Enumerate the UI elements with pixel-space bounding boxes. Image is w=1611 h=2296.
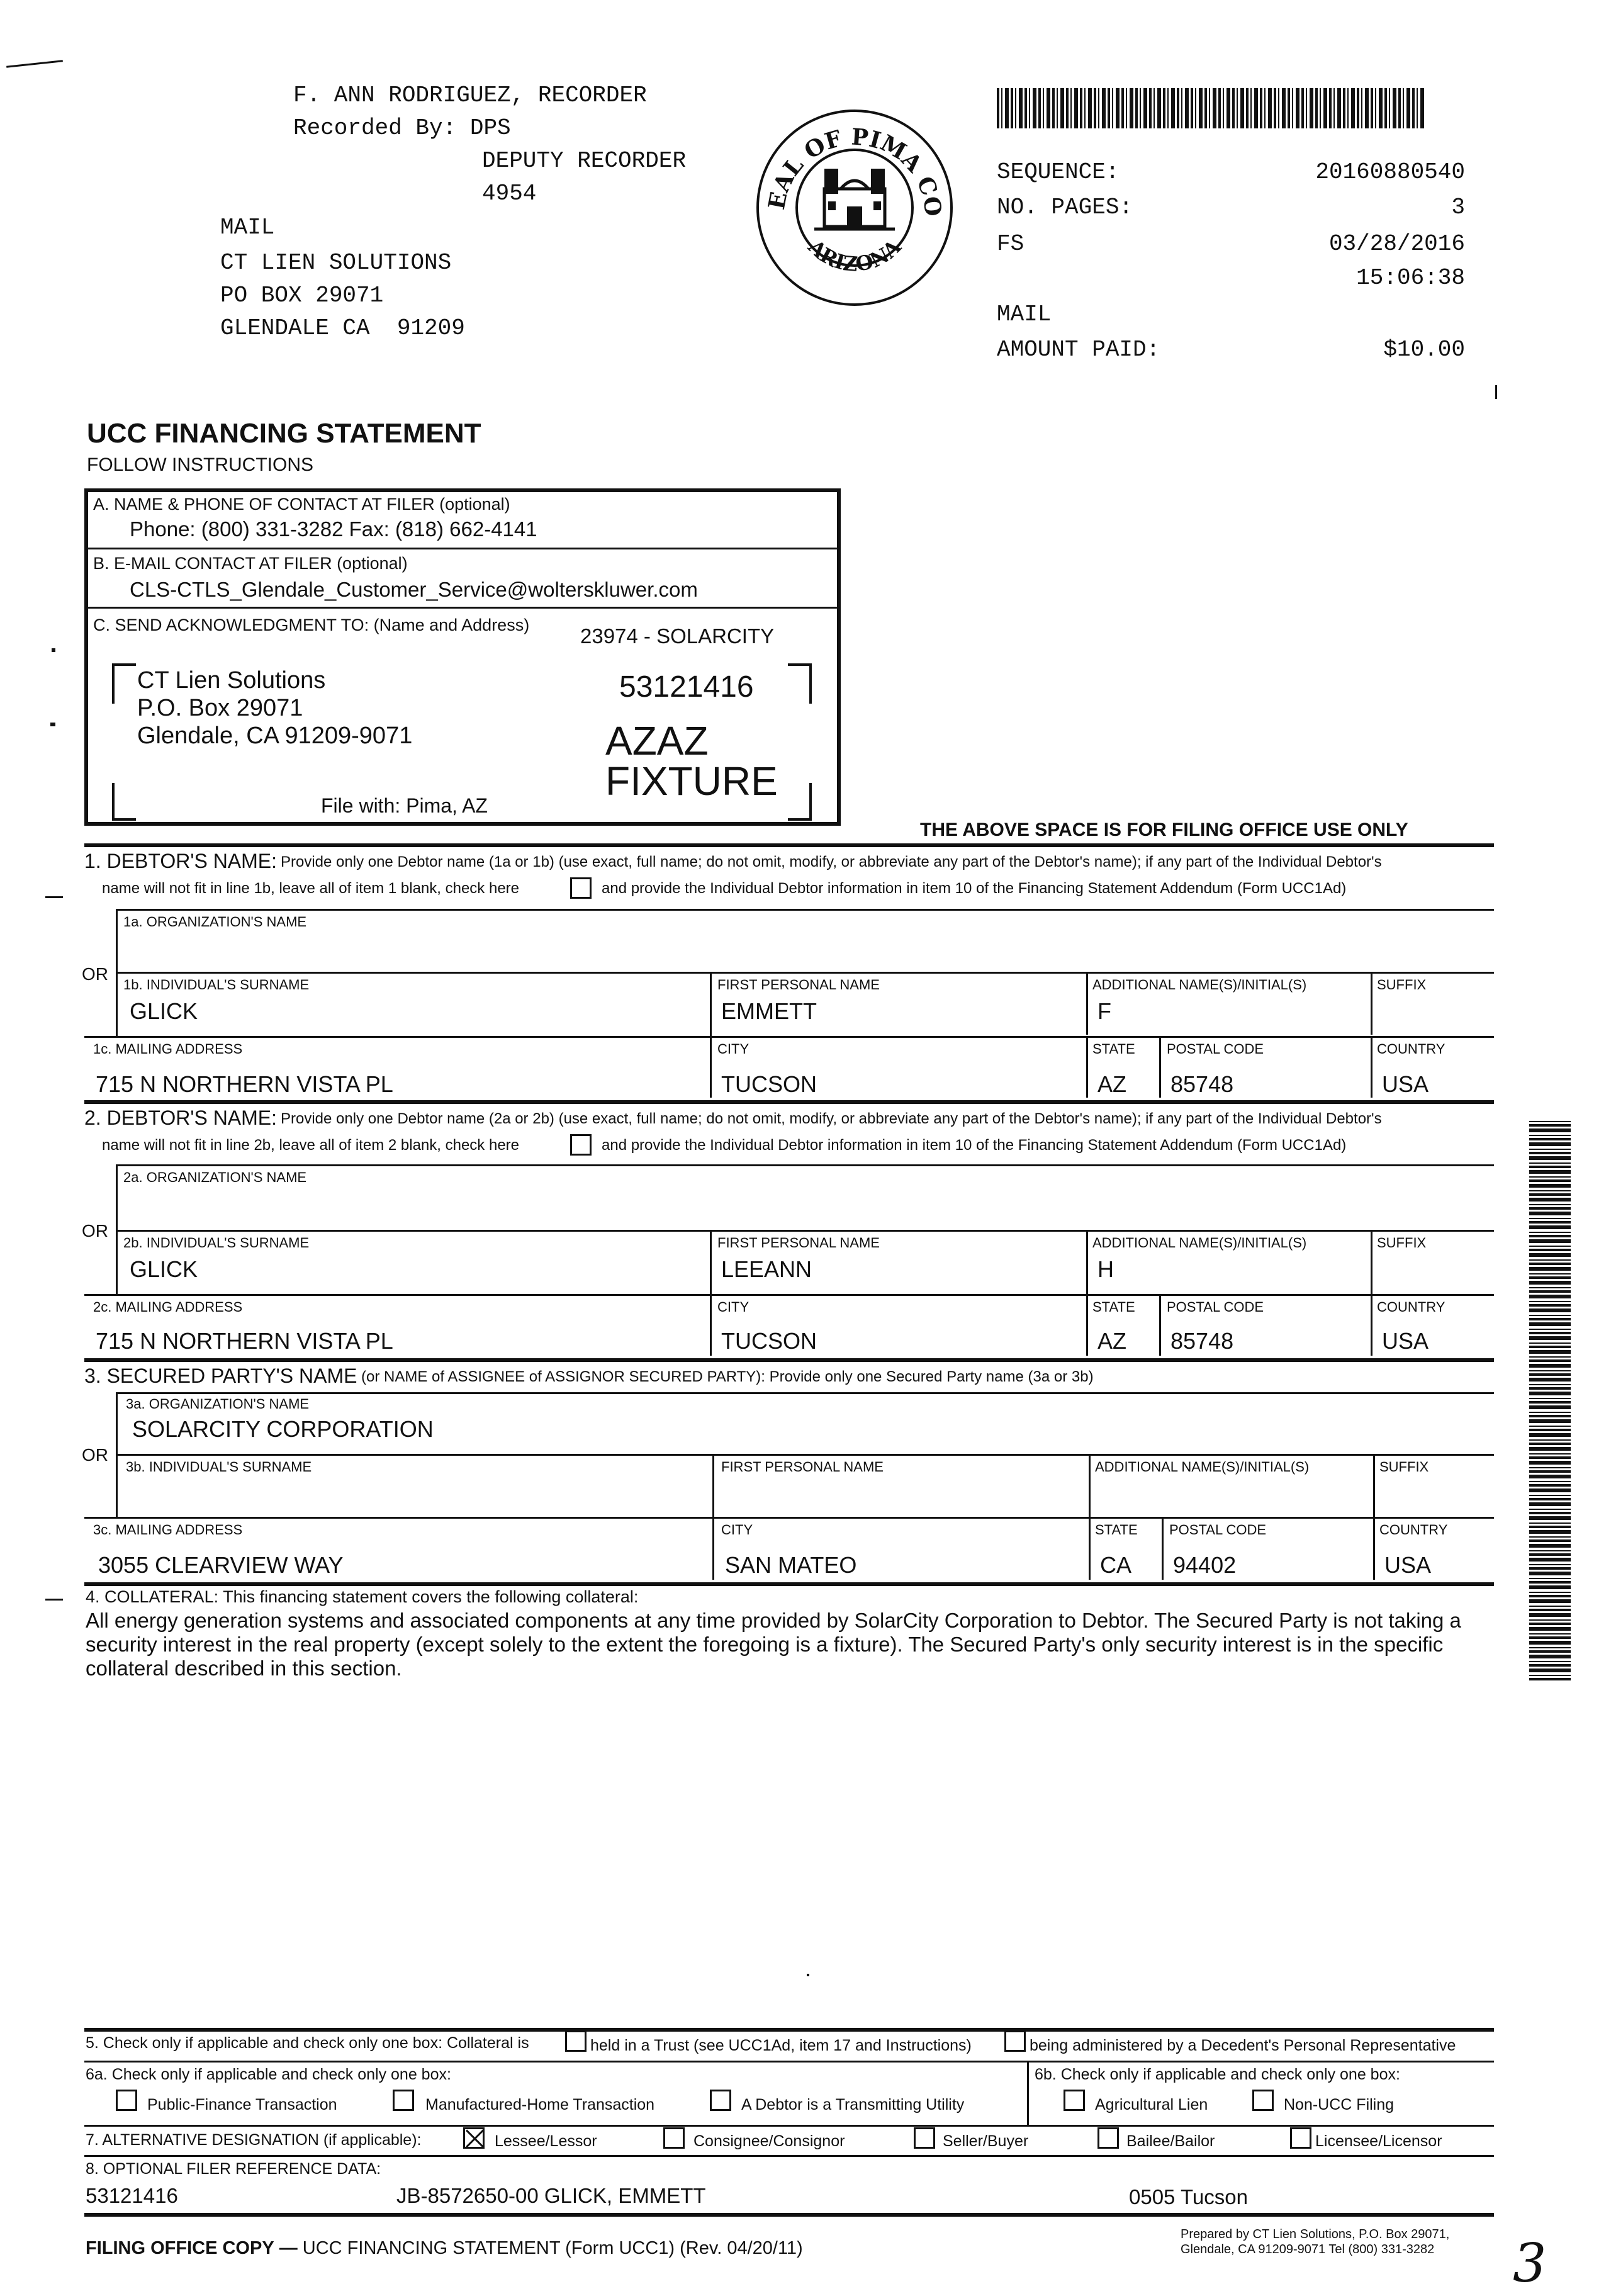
divider bbox=[710, 1230, 712, 1356]
org-name-label: ORGANIZATION'S NAME bbox=[146, 1169, 307, 1185]
amount-label: AMOUNT PAID: bbox=[997, 337, 1160, 363]
divider bbox=[1371, 1230, 1372, 1294]
ack-azaz: AZAZ bbox=[605, 718, 709, 763]
filing-office-space: THE ABOVE SPACE IS FOR FILING OFFICE USE ONLY bbox=[920, 819, 1408, 840]
bracket bbox=[112, 783, 136, 821]
divider bbox=[1086, 1036, 1088, 1098]
first-name-label: FIRST PERSONAL NAME bbox=[721, 1459, 884, 1475]
bailee-label: Bailee/Bailor bbox=[1126, 2132, 1215, 2150]
trust-checkbox[interactable] bbox=[565, 2030, 587, 2052]
secured-org-name: SOLARCITY CORPORATION bbox=[132, 1416, 434, 1442]
debtor1-first-name: EMMETT bbox=[721, 998, 817, 1024]
handwritten-page-number: 3 bbox=[1513, 2232, 1547, 2294]
debtor1-instructions: Provide only one Debtor name (1a or 1b) (use exact, full name; do not omit, modify, or abbreviate any part of the Debtor's name); if any part of the Individual Debtor's bbox=[281, 853, 1382, 870]
item8-text: 8. OPTIONAL FILER REFERENCE DATA: bbox=[86, 2160, 381, 2178]
divider bbox=[84, 2155, 1494, 2157]
or-label: OR bbox=[82, 964, 108, 984]
mailing-label: MAILING ADDRESS bbox=[115, 1299, 243, 1315]
ack-city: Glendale, CA 91209-9071 bbox=[137, 723, 413, 749]
fs-label: FS bbox=[997, 231, 1024, 257]
org-name-label: ORGANIZATION'S NAME bbox=[149, 1396, 310, 1412]
mailing-label: MAILING ADDRESS bbox=[115, 1522, 243, 1538]
item6b-text: 6b. Check only if applicable and check only one box: bbox=[1035, 2066, 1400, 2083]
filer-phone: Phone: (800) 331-3282 Fax: (818) 662-4141 bbox=[130, 517, 537, 541]
or-label: OR bbox=[82, 1445, 108, 1465]
divider bbox=[1371, 1294, 1372, 1356]
debtor1-mailing-label bbox=[93, 1041, 242, 1057]
divider bbox=[1373, 1517, 1375, 1580]
transmitting-utility-checkbox[interactable] bbox=[710, 2090, 731, 2111]
divider bbox=[1373, 1454, 1375, 1517]
collateral-line-3: collateral described in this section. bbox=[86, 1657, 402, 1680]
debtor1-initial: F bbox=[1097, 998, 1111, 1024]
divider bbox=[87, 548, 838, 549]
debtor1-surname-label bbox=[123, 977, 309, 993]
secured-mailing-label bbox=[93, 1522, 242, 1538]
section-rule bbox=[84, 843, 1494, 847]
scan-mark bbox=[50, 723, 55, 726]
decedent-label: being administered by a Decedent's Personal Representative bbox=[1030, 2037, 1456, 2054]
section-rule bbox=[84, 2028, 1494, 2032]
divider bbox=[1027, 2061, 1029, 2125]
divider bbox=[116, 909, 1494, 911]
licensee-label: Licensee/Licensor bbox=[1315, 2132, 1442, 2150]
prepared-by-line-1: Prepared by CT Lien Solutions, P.O. Box 29071, bbox=[1181, 2227, 1450, 2241]
mail-name: CT LIEN SOLUTIONS bbox=[220, 250, 452, 276]
mail-city: GLENDALE CA 91209 bbox=[220, 315, 465, 341]
filer-email: CLS-CTLS_Glendale_Customer_Service@wolterskluwer.com bbox=[130, 578, 698, 601]
filer-reference-2: JB-8572650-00 GLICK, EMMETT bbox=[396, 2184, 706, 2207]
suffix-label: SUFFIX bbox=[1377, 1235, 1427, 1251]
ack-box: P.O. Box 29071 bbox=[137, 695, 303, 721]
recording-time: 15:06:38 bbox=[1356, 265, 1465, 291]
filer-reference-1: 53121416 bbox=[86, 2184, 178, 2207]
debtor1-surname: GLICK bbox=[130, 998, 198, 1024]
lessee-lessor-checkbox[interactable] bbox=[463, 2127, 485, 2149]
filer-contact-label: A. NAME & PHONE OF CONTACT AT FILER (optional) bbox=[93, 495, 510, 514]
recorded-by: Recorded By: DPS bbox=[293, 115, 511, 141]
seller-buyer-checkbox[interactable] bbox=[914, 2127, 935, 2149]
manufactured-home-checkbox[interactable] bbox=[393, 2090, 414, 2111]
country-label: COUNTRY bbox=[1377, 1299, 1445, 1315]
additional-name-label: ADDITIONAL NAME(S)/INITIAL(S) bbox=[1095, 1459, 1310, 1475]
scan-mark bbox=[45, 1599, 63, 1601]
divider bbox=[1086, 1230, 1088, 1294]
postal-label: POSTAL CODE bbox=[1167, 1041, 1264, 1057]
consignee-label: Consignee/Consignor bbox=[693, 2132, 845, 2150]
state-label: STATE bbox=[1092, 1299, 1135, 1315]
divider bbox=[87, 607, 838, 609]
state-label: STATE bbox=[1095, 1522, 1138, 1538]
divider bbox=[1371, 972, 1372, 1035]
debtor2-instructions-2a: name will not fit in line 2b, leave all of item 2 blank, check here bbox=[102, 1137, 520, 1154]
recording-date: 03/28/2016 bbox=[1328, 231, 1465, 257]
collateral-heading: 4. COLLATERAL: This financing statement covers the following collateral: bbox=[86, 1587, 639, 1606]
divider bbox=[116, 972, 1494, 974]
debtor2-address: 715 N NORTHERN VISTA PL bbox=[96, 1328, 393, 1354]
secured-org-label bbox=[126, 1396, 309, 1412]
footer-line bbox=[86, 2238, 803, 2259]
divider bbox=[116, 1164, 118, 1294]
mail-box: PO BOX 29071 bbox=[220, 283, 384, 308]
additional-name-label: ADDITIONAL NAME(S)/INITIAL(S) bbox=[1092, 977, 1307, 993]
surname-label: INDIVIDUAL'S SURNAME bbox=[146, 977, 310, 993]
section-rule bbox=[84, 2213, 1494, 2217]
divider bbox=[710, 972, 712, 1098]
debtor1-heading: 1. DEBTOR'S NAME: bbox=[84, 850, 278, 872]
section-rule bbox=[84, 1582, 1494, 1586]
debtor1-ind-prefix: 1b. bbox=[123, 977, 143, 993]
suffix-label: SUFFIX bbox=[1379, 1459, 1429, 1475]
divider bbox=[84, 2125, 1494, 2127]
divider bbox=[1159, 1036, 1161, 1098]
debtor1-mail-prefix: 1c. bbox=[93, 1041, 112, 1057]
divider bbox=[116, 1230, 1494, 1232]
footer-form-name: UCC FINANCING STATEMENT (Form UCC1) (Rev. 04/20/11) bbox=[302, 2238, 803, 2258]
first-name-label: FIRST PERSONAL NAME bbox=[717, 977, 880, 993]
state-label: STATE bbox=[1092, 1041, 1135, 1057]
filing-office-copy: FILING OFFICE COPY bbox=[86, 2238, 274, 2258]
secured-postal: 94402 bbox=[1173, 1552, 1237, 1578]
secured-state: CA bbox=[1100, 1552, 1132, 1578]
debtor2-first-name: LEEANN bbox=[721, 1256, 812, 1282]
debtor1-city: TUCSON bbox=[721, 1071, 817, 1097]
lessee-lessor-label: Lessee/Lessor bbox=[495, 2132, 597, 2150]
public-finance-checkbox[interactable] bbox=[116, 2090, 137, 2111]
secured-ind-prefix: 3b. bbox=[126, 1459, 145, 1475]
trust-label: held in a Trust (see UCC1Ad, item 17 and Instructions) bbox=[590, 2037, 972, 2054]
section-rule bbox=[84, 1358, 1494, 1362]
seal-graphic bbox=[754, 107, 955, 308]
surname-label: INDIVIDUAL'S SURNAME bbox=[149, 1459, 312, 1475]
first-name-label: FIRST PERSONAL NAME bbox=[717, 1235, 880, 1251]
divider bbox=[84, 1036, 1494, 1038]
divider bbox=[1086, 972, 1088, 1035]
secured-instructions: (or NAME of ASSIGNEE of ASSIGNOR SECURED PARTY): Provide only one Secured Party name (3a or 3b) bbox=[361, 1368, 1094, 1385]
item5-text: 5. Check only if applicable and check only one box: Collateral is bbox=[86, 2034, 529, 2052]
bailee-checkbox[interactable] bbox=[1097, 2127, 1119, 2149]
vertical-barcode bbox=[1529, 1120, 1571, 1680]
ack-fixture: FIXTURE bbox=[605, 758, 778, 804]
follow-instructions: FOLLOW INSTRUCTIONS bbox=[87, 454, 314, 475]
country-label: COUNTRY bbox=[1379, 1522, 1448, 1538]
divider bbox=[84, 1294, 1494, 1296]
secured-heading: 3. SECURED PARTY'S NAME bbox=[84, 1365, 357, 1387]
debtor1-address: 715 N NORTHERN VISTA PL bbox=[96, 1071, 393, 1097]
secured-surname-label bbox=[126, 1459, 312, 1475]
svg-text:THE SEAL OF PIMA COUNTY bbox=[754, 107, 946, 218]
pages-count: 3 bbox=[1451, 194, 1465, 220]
debtor2-instructions-2b: and provide the Individual Debtor information in item 10 of the Financing Statement Addendum (Form UCC1Ad) bbox=[602, 1137, 1347, 1154]
divider bbox=[1162, 1517, 1164, 1580]
secured-org-prefix: 3a. bbox=[126, 1396, 145, 1412]
debtor2-instructions: Provide only one Debtor name (2a or 2b) (use exact, full name; do not omit, modify, or abbreviate any part of the Debtor's name); if any part of the Individual Debtor's bbox=[281, 1110, 1382, 1127]
city-label: CITY bbox=[721, 1522, 753, 1538]
seller-buyer-label: Seller/Buyer bbox=[943, 2132, 1029, 2150]
scan-mark bbox=[807, 1974, 809, 1976]
seal-bottom-text: ARIZONA bbox=[803, 235, 906, 277]
org-name-label: ORGANIZATION'S NAME bbox=[146, 914, 307, 930]
debtor2-org-prefix: 2a. bbox=[123, 1169, 143, 1185]
secured-mail-prefix: 3c. bbox=[93, 1522, 112, 1538]
divider bbox=[1086, 1294, 1088, 1356]
prepared-by bbox=[1181, 2227, 1449, 2257]
debtor2-heading: 2. DEBTOR'S NAME: bbox=[84, 1106, 278, 1129]
public-finance-label: Public-Finance Transaction bbox=[147, 2096, 337, 2113]
debtor1-instructions-2b: and provide the Individual Debtor information in item 10 of the Financing Statement Addendum (Form UCC1Ad) bbox=[602, 880, 1347, 897]
non-ucc-label: Non-UCC Filing bbox=[1284, 2096, 1395, 2113]
city-label: CITY bbox=[717, 1299, 749, 1315]
debtor1-org-label bbox=[123, 914, 306, 930]
scan-mark bbox=[45, 896, 63, 898]
file-with: File with: Pima, AZ bbox=[321, 794, 488, 817]
non-ucc-checkbox[interactable] bbox=[1252, 2090, 1274, 2111]
divider bbox=[1089, 1517, 1091, 1580]
transmitting-utility-label: A Debtor is a Transmitting Utility bbox=[741, 2096, 965, 2113]
divider bbox=[84, 2061, 1494, 2062]
debtor2-city: TUCSON bbox=[721, 1328, 817, 1354]
item7-text: 7. ALTERNATIVE DESIGNATION (if applicable): bbox=[86, 2131, 422, 2149]
ack-name: CT Lien Solutions bbox=[137, 667, 326, 694]
county-seal bbox=[754, 107, 955, 308]
agricultural-lien-label: Agricultural Lien bbox=[1095, 2096, 1208, 2113]
debtor1-addendum-checkbox[interactable] bbox=[570, 877, 592, 899]
svg-text:ARIZONA bbox=[803, 234, 906, 276]
seal-top-text: EAL OF PIMA CO bbox=[763, 123, 946, 218]
country-label: COUNTRY bbox=[1377, 1041, 1445, 1057]
secured-country: USA bbox=[1384, 1552, 1432, 1578]
filer-reference-3: 0505 Tucson bbox=[1129, 2185, 1248, 2209]
additional-name-label: ADDITIONAL NAME(S)/INITIAL(S) bbox=[1092, 1235, 1307, 1251]
section-rule bbox=[84, 1100, 1494, 1104]
divider bbox=[116, 1392, 1494, 1394]
scan-mark bbox=[6, 60, 63, 67]
prepared-by-line-2: Glendale, CA 91209-9071 Tel (800) 331-3282 bbox=[1181, 2243, 1435, 2256]
debtor2-initial: H bbox=[1097, 1256, 1114, 1282]
debtor2-surname-label bbox=[123, 1235, 309, 1251]
collateral-line-2: security interest in the real property (except solely to the extent the foregoing is a fixture). The Secured Party's only security interest is in the specific bbox=[86, 1633, 1444, 1656]
debtor2-mail-prefix: 2c. bbox=[93, 1299, 112, 1315]
postal-label: POSTAL CODE bbox=[1167, 1299, 1264, 1315]
debtor1-country: USA bbox=[1382, 1071, 1429, 1097]
acknowledgment-label: C. SEND ACKNOWLEDGMENT TO: (Name and Address) bbox=[93, 616, 530, 634]
bracket bbox=[788, 783, 812, 821]
divider bbox=[116, 1454, 1494, 1456]
or-label: OR bbox=[82, 1221, 108, 1241]
pages-label: NO. PAGES: bbox=[997, 194, 1133, 220]
debtor1-postal: 85748 bbox=[1170, 1071, 1234, 1097]
form-title: UCC FINANCING STATEMENT bbox=[87, 418, 481, 449]
amount-paid: $10.00 bbox=[1383, 337, 1465, 363]
acknowledgment-code: 23974 - SOLARCITY bbox=[580, 624, 775, 648]
debtor2-state: AZ bbox=[1097, 1328, 1127, 1354]
footer-dash: — bbox=[279, 2238, 298, 2258]
secured-address: 3055 CLEARVIEW WAY bbox=[98, 1552, 344, 1578]
agricultural-lien-checkbox[interactable] bbox=[1064, 2090, 1085, 2111]
deputy-recorder: DEPUTY RECORDER bbox=[482, 148, 687, 174]
divider bbox=[1089, 1454, 1091, 1517]
mail-label: MAIL bbox=[220, 215, 275, 240]
collateral-line-1: All energy generation systems and associated components at any time provided by SolarCity Corporation to Debtor. The Secured Party is not taking a bbox=[86, 1609, 1461, 1632]
divider bbox=[1371, 1036, 1372, 1098]
scan-mark bbox=[1495, 385, 1497, 399]
city-label: CITY bbox=[717, 1041, 749, 1057]
secured-city: SAN MATEO bbox=[725, 1552, 857, 1578]
debtor2-ind-prefix: 2b. bbox=[123, 1235, 143, 1251]
bracket bbox=[788, 663, 812, 704]
debtor2-org-label bbox=[123, 1169, 306, 1186]
mailing-label: MAILING ADDRESS bbox=[115, 1041, 243, 1057]
suffix-label: SUFFIX bbox=[1377, 977, 1427, 993]
surname-label: INDIVIDUAL'S SURNAME bbox=[146, 1235, 310, 1251]
divider bbox=[116, 1164, 1494, 1166]
licensee-checkbox[interactable] bbox=[1290, 2127, 1311, 2149]
debtor1-state: AZ bbox=[1097, 1071, 1127, 1097]
ack-number: 53121416 bbox=[619, 670, 754, 704]
recording-mail: MAIL bbox=[997, 301, 1052, 327]
debtor2-mailing-label bbox=[93, 1299, 242, 1315]
debtor1-instructions-2a: name will not fit in line 1b, leave all of item 1 blank, check here bbox=[102, 880, 520, 897]
divider bbox=[84, 1517, 1494, 1519]
debtor2-country: USA bbox=[1382, 1328, 1429, 1354]
sequence-label: SEQUENCE: bbox=[997, 159, 1120, 185]
postal-label: POSTAL CODE bbox=[1169, 1522, 1267, 1538]
bracket bbox=[112, 663, 136, 704]
recorder-name: F. ANN RODRIGUEZ, RECORDER bbox=[293, 82, 647, 108]
sequence-number: 20160880540 bbox=[1315, 159, 1465, 185]
manufactured-home-label: Manufactured-Home Transaction bbox=[425, 2096, 655, 2113]
decedent-checkbox[interactable] bbox=[1004, 2030, 1026, 2052]
debtor2-postal: 85748 bbox=[1170, 1328, 1234, 1354]
barcode bbox=[997, 88, 1425, 128]
filer-email-label: B. E-MAIL CONTACT AT FILER (optional) bbox=[93, 554, 408, 573]
deputy-number: 4954 bbox=[482, 181, 537, 206]
item6a-text: 6a. Check only if applicable and check only one box: bbox=[86, 2066, 451, 2083]
scan-mark bbox=[52, 648, 55, 652]
debtor2-addendum-checkbox[interactable] bbox=[570, 1134, 592, 1156]
consignee-checkbox[interactable] bbox=[663, 2127, 685, 2149]
divider bbox=[1159, 1294, 1161, 1356]
debtor2-surname: GLICK bbox=[130, 1256, 198, 1282]
debtor1-org-prefix: 1a. bbox=[123, 914, 143, 930]
